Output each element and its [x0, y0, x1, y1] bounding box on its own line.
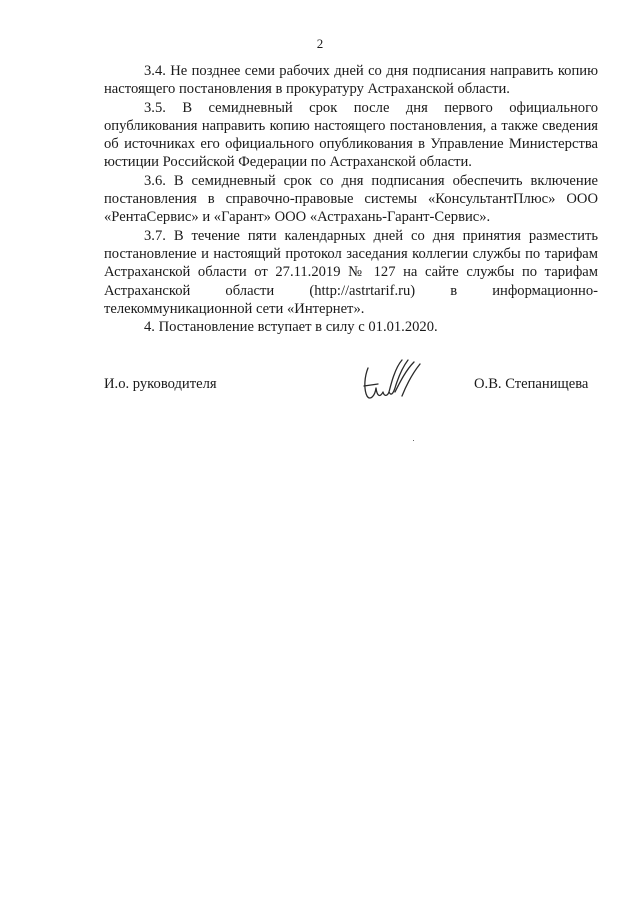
document-body	[104, 62, 598, 336]
page-number: 2	[316, 36, 324, 51]
paragraph-4: 4. Постановление вступает в силу с 01.01.2020.	[144, 319, 438, 336]
signatory-name: О.В. Степанищева	[474, 376, 589, 392]
signatory-role: И.о. руководителя	[104, 376, 217, 392]
paragraph-3-6: 3.6. В семидневный срок со дня подписания обеспечить включение постановления в справочно-правовые системы «КонсультантПлюс» ООО «РентаСервис» и «Гарант» ООО «Астрахань-Гарант-Сервис».	[104, 172, 598, 226]
paragraph-3-5: 3.5. В семидневный срок после дня первого официального опубликования направить копию настоящего постановления, а также сведения об источниках его официального опубликования в Управление Министерства юстиции Российской Федерации по Астраханской области.	[104, 99, 598, 171]
scan-speck	[413, 440, 414, 441]
handwritten-signature	[362, 356, 426, 408]
paragraph-3-7: 3.7. В течение пяти календарных дней со дня принятия разместить постановление и настоящий протокол заседания коллегии службы по тарифам Астраханской области от 27.11.2019 № 127 на сайте службы по тарифам Астраханской области (http://astrtarif.ru) в информационно-телекоммуникационной сети «Интернет».	[104, 227, 598, 317]
paragraph-3-4: 3.4. Не позднее семи рабочих дней со дня подписания направить копию настоящего постановления в прокуратуру Астраханской области.	[104, 63, 598, 98]
